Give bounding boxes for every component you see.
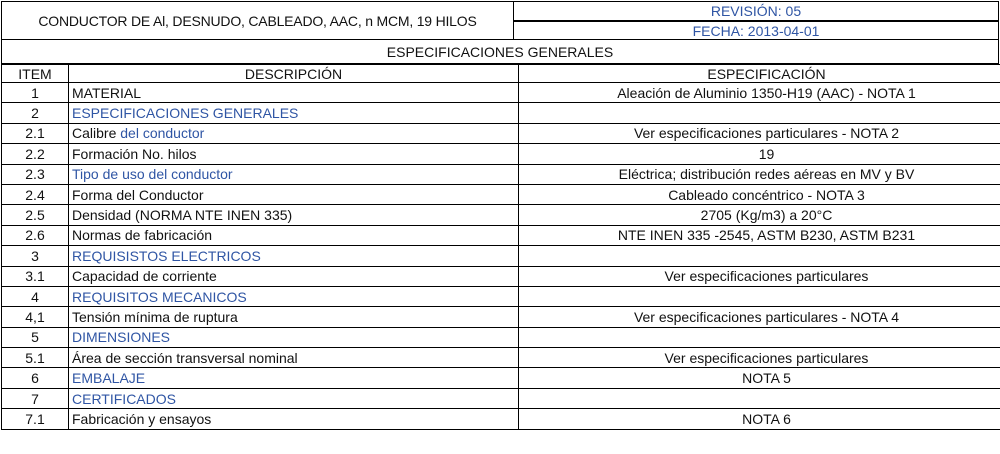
table-row xyxy=(2,246,1000,266)
section-title: ESPECIFICACIONES GENERALES xyxy=(1,40,999,64)
description-text: Calibre xyxy=(72,125,121,142)
specification-cell: NOTA 5 xyxy=(519,368,1000,388)
description-cell: Normas de fabricación xyxy=(69,225,519,245)
description-cell: REQUISITOS MECANICOS xyxy=(69,286,519,306)
table-row xyxy=(2,144,1000,164)
table-row xyxy=(2,307,1000,327)
date-label: FECHA: 2013-04-01 xyxy=(514,21,999,40)
table-row xyxy=(2,388,1000,408)
item-cell: 2.3 xyxy=(2,164,69,184)
description-cell: DIMENSIONES xyxy=(69,327,519,347)
description-cell: EMBALAJE xyxy=(69,368,519,388)
item-cell: 7 xyxy=(2,388,69,408)
item-cell: 4,1 xyxy=(2,307,69,327)
specification-cell xyxy=(519,286,1000,306)
table-row xyxy=(2,348,1000,368)
table-body xyxy=(2,83,1000,430)
description-cell: Forma del Conductor xyxy=(69,184,519,204)
table-row xyxy=(2,205,1000,225)
description-cell: Tensión mínima de ruptura xyxy=(69,307,519,327)
description-cell: MATERIAL xyxy=(69,83,519,103)
specification-cell xyxy=(519,246,1000,266)
description-cell xyxy=(69,123,519,143)
item-cell: 5 xyxy=(2,327,69,347)
column-header-item: ITEM xyxy=(2,65,69,83)
description-cell: REQUISISTOS ELECTRICOS xyxy=(69,246,519,266)
item-cell: 2 xyxy=(2,103,69,123)
table-row xyxy=(2,368,1000,388)
description-cell: Fabricación y ensayos xyxy=(69,409,519,429)
item-cell: 2.2 xyxy=(2,144,69,164)
table-row xyxy=(2,266,1000,286)
item-cell: 2.1 xyxy=(2,123,69,143)
table-row xyxy=(2,286,1000,306)
item-cell: 5.1 xyxy=(2,348,69,368)
specification-cell xyxy=(519,327,1000,347)
item-cell: 4 xyxy=(2,286,69,306)
table-row xyxy=(2,327,1000,347)
table-row xyxy=(2,164,1000,184)
specification-cell: Ver especificaciones particulares xyxy=(519,266,1000,286)
description-cell: Capacidad de corriente xyxy=(69,266,519,286)
description-text-highlight: del conductor xyxy=(120,125,205,142)
table-row xyxy=(2,184,1000,204)
table-row xyxy=(2,83,1000,103)
specifications-table xyxy=(1,64,1000,430)
specification-cell: NTE INEN 335 -2545, ASTM B230, ASTM B231 xyxy=(519,225,1000,245)
document-title: CONDUCTOR DE Al, DESNUDO, CABLEADO, AAC, n MCM, 19 HILOS xyxy=(1,1,514,40)
specification-cell: 2705 (Kg/m3) a 20°C xyxy=(519,205,1000,225)
description-cell: CERTIFICADOS xyxy=(69,388,519,408)
table-header-row xyxy=(2,65,1000,83)
specification-cell: Eléctrica; distribución redes aéreas en MV y BV xyxy=(519,164,1000,184)
specification-cell: 19 xyxy=(519,144,1000,164)
item-cell: 2.5 xyxy=(2,205,69,225)
item-cell: 6 xyxy=(2,368,69,388)
specification-cell xyxy=(519,388,1000,408)
specification-cell: NOTA 6 xyxy=(519,409,1000,429)
specification-cell xyxy=(519,103,1000,123)
description-cell: Área de sección transversal nominal xyxy=(69,348,519,368)
table-row xyxy=(2,409,1000,429)
specification-cell: Ver especificaciones particulares - NOTA 2 xyxy=(519,123,1000,143)
table-row xyxy=(2,103,1000,123)
column-header-specification: ESPECIFICACIÓN xyxy=(519,65,1000,83)
description-cell: Formación No. hilos xyxy=(69,144,519,164)
item-cell: 1 xyxy=(2,83,69,103)
specification-cell: Aleación de Aluminio 1350-H19 (AAC) - NOTA 1 xyxy=(519,83,1000,103)
table-row xyxy=(2,225,1000,245)
description-cell: Densidad (NORMA NTE INEN 335) xyxy=(69,205,519,225)
description-cell: ESPECIFICACIONES GENERALES xyxy=(69,103,519,123)
item-cell: 3 xyxy=(2,246,69,266)
column-header-description: DESCRIPCIÓN xyxy=(69,65,519,83)
specification-cell: Cableado concéntrico - NOTA 3 xyxy=(519,184,1000,204)
revision-label: REVISIÓN: 05 xyxy=(514,1,999,21)
item-cell: 3.1 xyxy=(2,266,69,286)
item-cell: 2.6 xyxy=(2,225,69,245)
item-cell: 2.4 xyxy=(2,184,69,204)
table-row xyxy=(2,123,1000,143)
specification-cell: Ver especificaciones particulares xyxy=(519,348,1000,368)
description-cell: Tipo de uso del conductor xyxy=(69,164,519,184)
specification-cell: Ver especificaciones particulares - NOTA 4 xyxy=(519,307,1000,327)
item-cell: 7.1 xyxy=(2,409,69,429)
